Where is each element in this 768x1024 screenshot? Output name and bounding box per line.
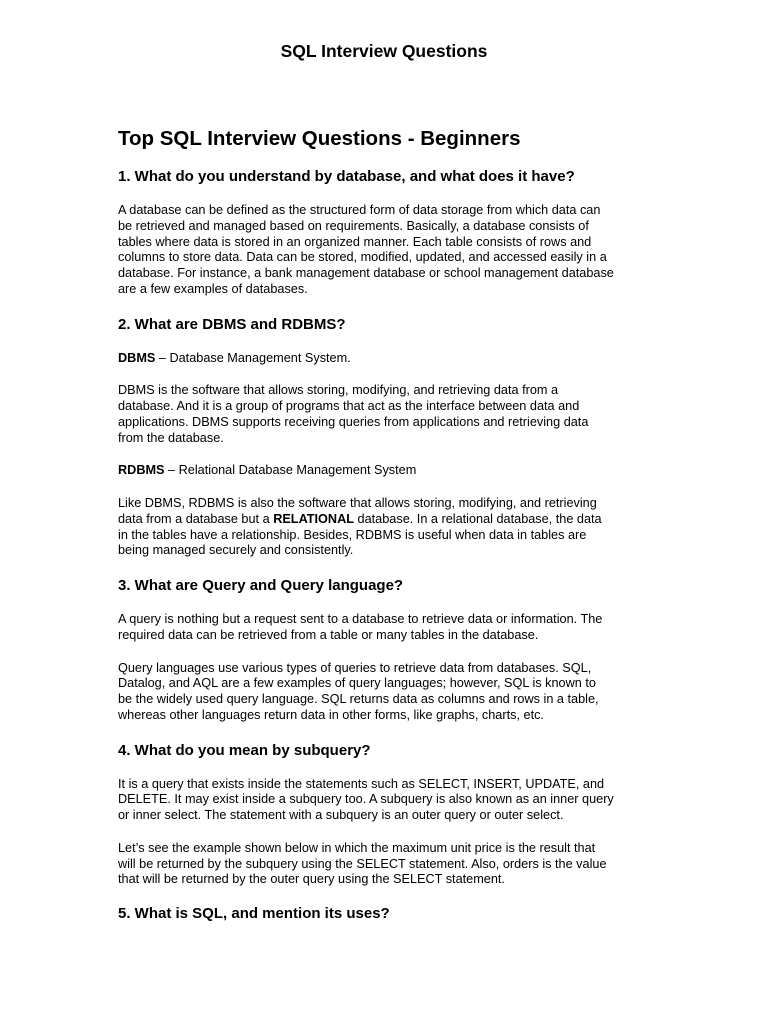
rdbms-paragraph-start: Like DBMS, RDBMS is also the software that allows storing, modifying, and retrieving data from a database but a — [118, 496, 597, 526]
question-1-answer: A database can be defined as the structured form of data storage from which data can be retrieved and managed based on requirements. Basically, a database consists of tables where data is stored in an organized manner. Each table consists of rows and columns to store data. Data can be stored, modified, updated, and accessed easily in a database. For instance, a bank management database or school management database are a few examples of databases. — [118, 203, 614, 296]
question-4-heading: 4. What do you mean by subquery? — [118, 741, 371, 759]
rdbms-definition — [118, 463, 678, 479]
subquery-example-paragraph: Let’s see the example shown below in which the maximum unit price is the result that will be returned by the subquery using the SELECT statement. Also, orders is the value that will be returned by the outer query using the SELECT statement. — [118, 840, 607, 887]
query-language-paragraph: Query languages use various types of queries to retrieve data from databases. SQL, Datalog, and AQL are a few examples of query languages; however, SQL is known to be the widely used query language. SQL returns data as columns and rows in a table, whereas other languages return data in other forms, like graphs, charts, etc. — [118, 660, 599, 722]
rdbms-definition-text: – Relational Database Management System — [164, 463, 417, 478]
question-2-heading: 2. What are DBMS and RDBMS? — [118, 315, 346, 333]
dbms-paragraph: DBMS is the software that allows storing, modifying, and retrieving data from a database. And it is a group of programs that act as the interface between data and applications. DBMS supports receiving queries from applications and retrieving data from the database. — [118, 383, 589, 445]
subquery-paragraph: It is a query that exists inside the statements such as SELECT, INSERT, UPDATE, and DELETE. It may exist inside a subquery too. A subquery is also known as an inner query or inner select. The statement with a subquery is an outer query or outer select. — [118, 776, 614, 822]
relational-emphasis: RELATIONAL — [273, 511, 355, 526]
rdbms-term: RDBMS — [118, 463, 165, 478]
rdbms-paragraph-end: database. In a relational database, the data in the tables have a relationship. Besides, RDBMS is useful when data in tables are being managed securely and consistently. — [118, 511, 602, 558]
section-heading: Top SQL Interview Questions - Beginners — [118, 127, 521, 150]
dbms-term: DBMS — [118, 350, 156, 365]
document-title: SQL Interview Questions — [280, 41, 488, 61]
question-3-heading: 3. What are Query and Query language? — [118, 577, 404, 594]
query-paragraph: A query is nothing but a request sent to a database to retrieve data or information. The required data can be retrieved from a table or many tables in the database. — [118, 612, 603, 642]
question-1-heading: 1. What do you understand by database, and what does it have? — [118, 168, 575, 185]
question-5-heading: 5. What is SQL, and mention its uses? — [118, 905, 390, 922]
rdbms-paragraph — [118, 496, 678, 559]
document-body — [118, 167, 678, 940]
dbms-definition — [118, 351, 678, 367]
dbms-definition-text: – Database Management System. — [155, 350, 351, 365]
